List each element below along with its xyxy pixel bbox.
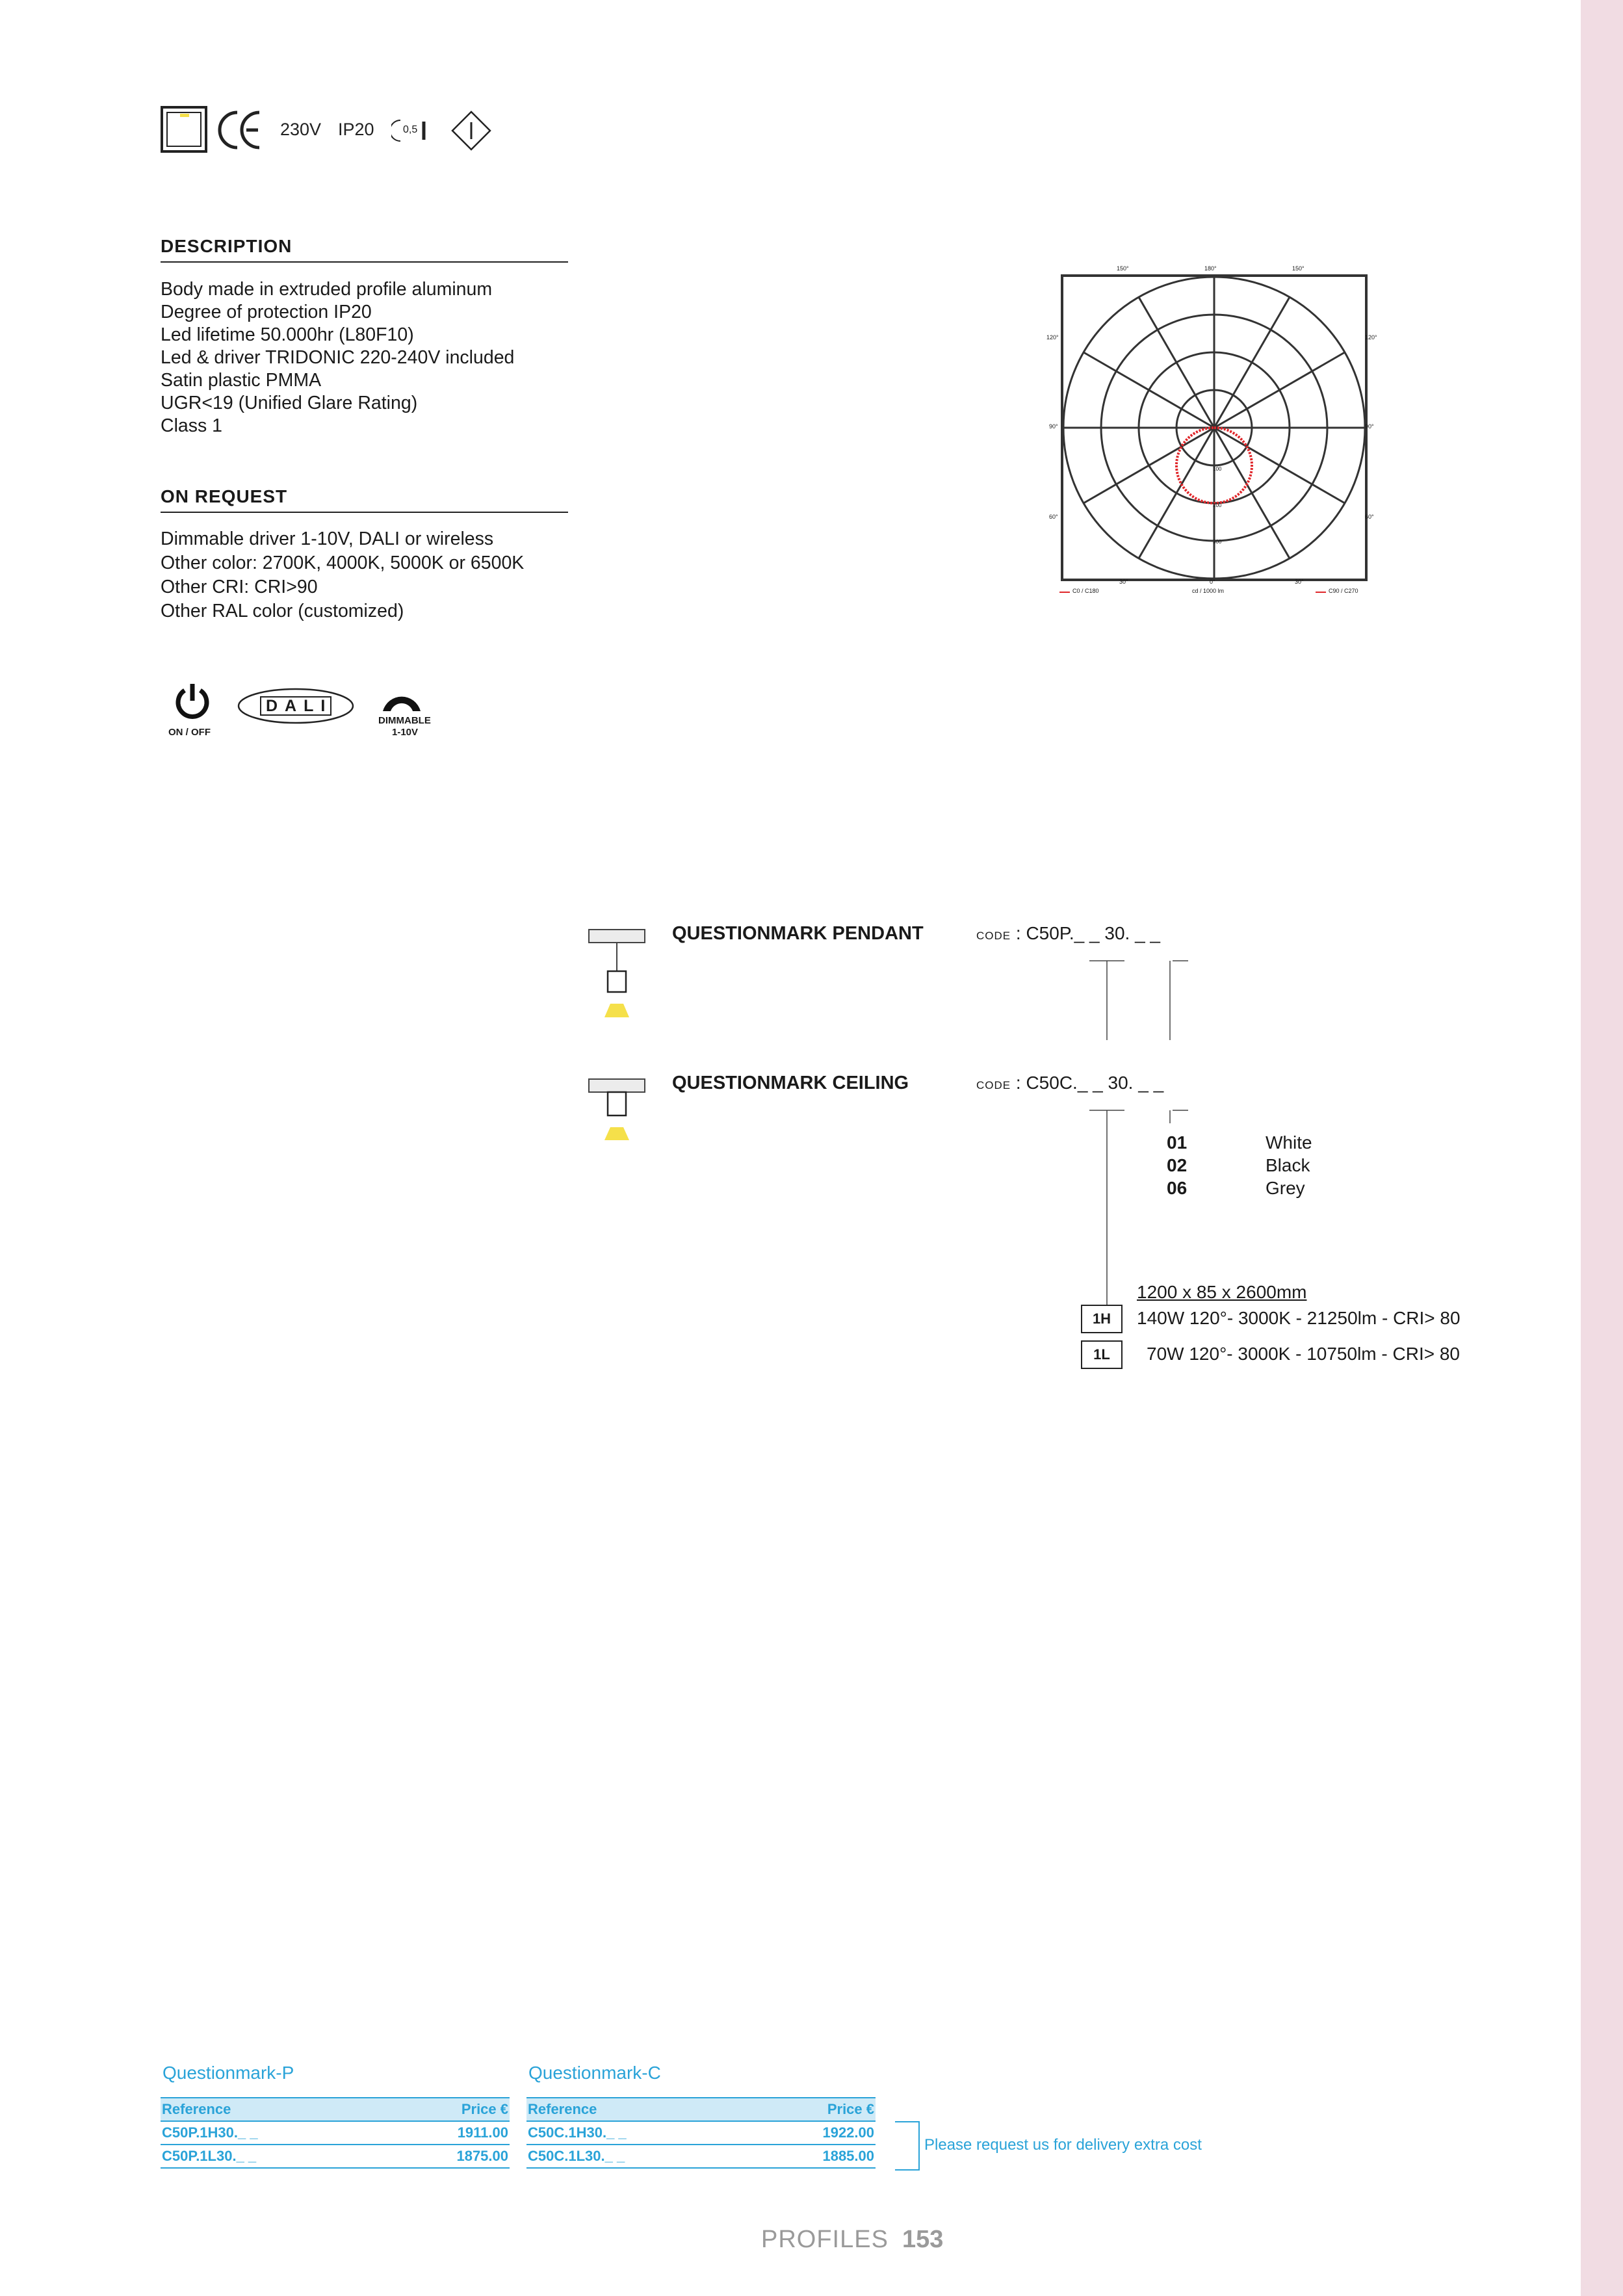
pendant-lamp-icon [586,928,647,1019]
price-cell: 1875.00 [385,2145,510,2168]
list-item: Led lifetime 50.000hr (L80F10) [161,324,414,345]
code-label: code [976,1075,1011,1093]
price-table-caption: Questionmark-P [162,2063,294,2083]
table-row [161,2145,510,2168]
dimmable-label: DIMMABLE [378,715,431,726]
top-angle-label: 180° [1204,265,1217,272]
right-angle-label: 120° [1365,334,1377,341]
control-icons [162,681,448,746]
dali-icon [237,688,354,724]
reference-cell: C50C.1H30._ _ [526,2121,753,2145]
power-text: 140W 120°- 3000K - 21250lm - CRI> 80 [1137,1308,1461,1328]
bottom-angle-label: 0° [1210,579,1215,585]
class-icon [161,106,207,153]
distance-icon [391,118,430,144]
right-angle-label: 60° [1365,514,1374,520]
power-text: 70W 120°- 3000K - 10750lm - CRI> 80 [1147,1344,1461,1364]
reference-cell: C50P.1H30._ _ [161,2121,385,2145]
price-cell: 1885.00 [753,2145,876,2168]
certification-row [161,106,499,154]
left-angle-label: 60° [1049,514,1058,520]
legend-left-swatch [1059,592,1070,593]
dimmable-icon [379,681,424,714]
power-code-box: 1H [1081,1305,1123,1333]
dali-label: DALI [266,697,333,715]
column-header: Price € [385,2098,510,2121]
distance-value: 0,5 [403,124,418,135]
top-angle-label: 150° [1117,265,1129,272]
power-icon [173,681,212,720]
photometric-diagram [1046,260,1384,598]
size-label: 1200 x 85 x 2600mm [1137,1282,1307,1302]
description-rule [161,261,568,263]
reference-cell: C50P.1L30._ _ [161,2145,385,2168]
list-item: Body made in extruded profile aluminum [161,279,493,300]
product-name-ceiling: QUESTIONMARK CEILING [672,1073,909,1093]
table-row [526,2145,876,2168]
color-code: 01 [1167,1132,1188,1153]
legend-mid-label: cd / 1000 lm [1192,588,1225,594]
ring-label: 100 [1213,466,1222,472]
power-option [1081,1305,1549,1335]
product-name-pendant: QUESTIONMARK PENDANT [672,923,924,944]
bottom-angle-label: 30° [1295,579,1304,585]
description-title: DESCRIPTION [161,236,292,256]
code-label: code [976,926,1011,943]
on-request-rule [161,512,568,513]
description-list [161,278,514,437]
price-table-ceiling [526,2097,876,2169]
list-item: Degree of protection IP20 [161,302,372,322]
legend-right-swatch [1316,592,1326,593]
ring-label: 300 [1213,539,1222,545]
onoff-label: ON / OFF [168,727,211,738]
price-cell: 1922.00 [753,2121,876,2145]
price-cell: 1911.00 [385,2121,510,2145]
ip-rating-label: IP20 [338,120,374,139]
price-table-pendant [161,2097,510,2169]
table-row [161,2121,510,2145]
list-item: Satin plastic PMMA [161,370,322,391]
code-value: : C50C._ _ 30. _ _ [1015,1073,1164,1093]
color-name: Grey [1266,1178,1305,1198]
on-request-title: ON REQUEST [161,486,288,506]
list-item: Other CRI: CRI>90 [161,577,318,597]
ce-mark-icon [218,109,262,151]
voltage-label: 230V [280,120,322,139]
list-item: UGR<19 (Unified Glare Rating) [161,393,418,413]
list-item: Other color: 2700K, 4000K, 5000K or 6500K [161,553,525,573]
side-color-band [1581,0,1623,2296]
ring-label: 200 [1213,502,1222,508]
left-angle-label: 90° [1049,423,1058,430]
code-value: : C50P._ _ 30. _ _ [1015,923,1161,943]
delivery-note: Please request us for delivery extra cost [924,2136,1202,2154]
color-name: White [1266,1132,1312,1153]
list-item: Dimmable driver 1-10V, DALI or wireless [161,528,494,549]
column-header: Reference [526,2098,753,2121]
right-angle-label: 90° [1365,423,1374,430]
color-options [1167,1132,1375,1201]
warning-diamond-icon [451,111,491,151]
delivery-bracket [895,2121,920,2171]
on-request-list [161,527,524,623]
list-item: Led & driver TRIDONIC 220-240V included [161,347,515,368]
ceiling-lamp-icon [586,1078,647,1143]
product-code-pendant [976,923,1160,944]
power-code-box: 1L [1081,1340,1123,1369]
price-table-caption: Questionmark-C [528,2063,661,2083]
left-angle-label: 120° [1046,334,1059,341]
page-number: 153 [902,2226,944,2253]
color-option [1167,1178,1375,1201]
dimmable-range-label: 1-10V [392,727,419,738]
top-angle-label: 150° [1292,265,1305,272]
column-header: Reference [161,2098,385,2121]
footer-section: PROFILES [761,2226,889,2253]
color-code: 02 [1167,1155,1188,1175]
list-item: Class 1 [161,415,223,436]
legend-left-label: C0 / C180 [1072,588,1099,594]
color-option [1167,1132,1375,1155]
column-header: Price € [753,2098,876,2121]
list-item: Other RAL color (customized) [161,601,404,621]
color-option [1167,1155,1375,1178]
bottom-angle-label: 30° [1119,579,1128,585]
reference-cell: C50C.1L30._ _ [526,2145,753,2168]
legend-right-label: C90 / C270 [1329,588,1358,594]
color-name: Black [1266,1155,1310,1175]
power-option [1081,1340,1549,1370]
table-row [526,2121,876,2145]
color-code: 06 [1167,1178,1188,1198]
